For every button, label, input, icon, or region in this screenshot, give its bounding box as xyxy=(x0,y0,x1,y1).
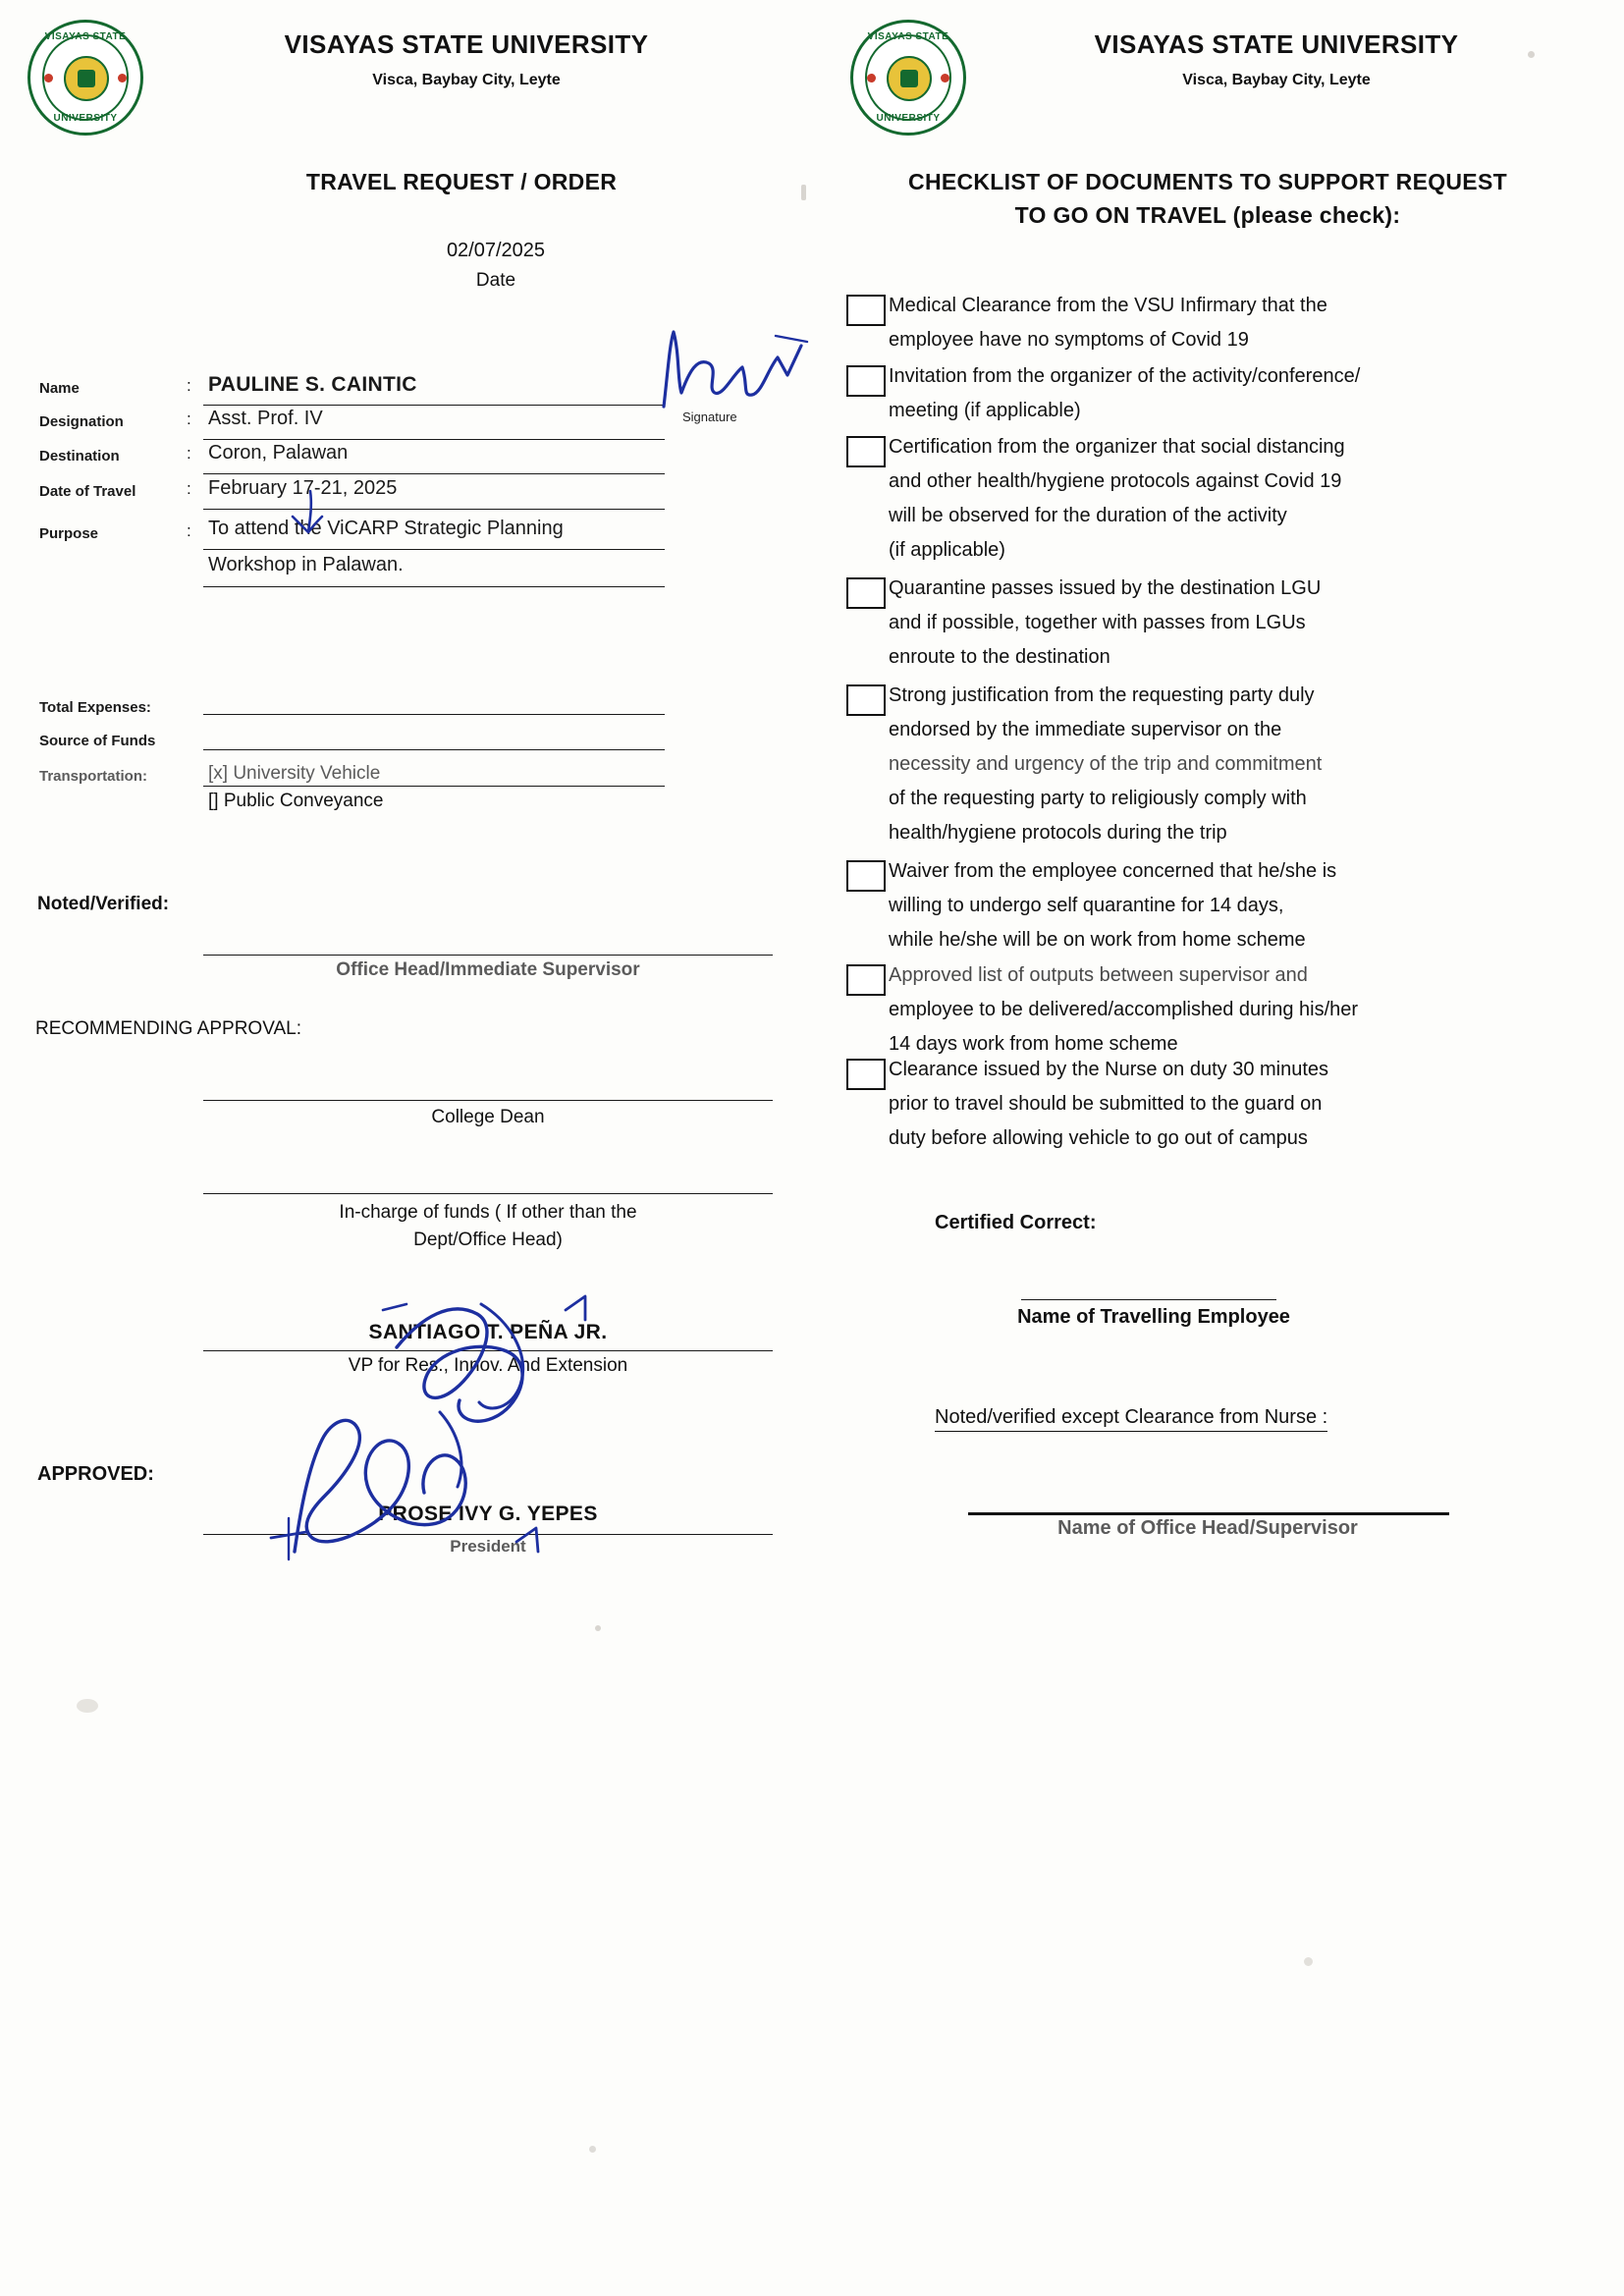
checkbox-medical-clearance[interactable] xyxy=(846,295,886,326)
university-seal-right xyxy=(850,20,966,136)
checklist-item-5-line-5: health/hygiene protocols during the trip xyxy=(889,822,1227,844)
scan-speck-2 xyxy=(801,185,806,200)
field-value-date-of-travel: February 17-21, 2025 xyxy=(208,477,398,499)
caption-incharge-funds-line1: In-charge of funds ( If other than the xyxy=(339,1202,637,1223)
scan-speck-3 xyxy=(77,1699,98,1713)
label-recommending-approval: RECOMMENDING APPROVAL: xyxy=(35,1018,301,1039)
field-value-purpose: To attend the ViCARP Strategic Planning xyxy=(208,518,564,539)
university-address-left: Visca, Baybay City, Leyte xyxy=(372,72,561,88)
university-name-right: VISAYAS STATE UNIVERSITY xyxy=(1094,29,1459,59)
caption-incharge-funds-line2: Dept/Office Head) xyxy=(413,1230,563,1250)
scan-speck-5 xyxy=(1304,1957,1313,1966)
checkbox-certification-social-distancing[interactable] xyxy=(846,436,886,467)
checklist-item-7-line-2: employee to be delivered/accomplished during his/her xyxy=(889,999,1359,1020)
checklist-item-4-line-1: Quarantine passes issued by the destination LGU xyxy=(889,577,1322,599)
checklist-item-7-line-3: 14 days work from home scheme xyxy=(889,1033,1178,1055)
checklist-item-3-line-1: Certification from the organizer that social distancing xyxy=(889,436,1345,458)
checklist-item-6-line-1: Waiver from the employee concerned that he/she is xyxy=(889,860,1337,882)
rule-source-of-funds xyxy=(203,749,665,750)
university-seal-left xyxy=(27,20,143,136)
field-colon-date-of-travel: : xyxy=(187,479,191,498)
caption-president: President xyxy=(450,1537,526,1556)
university-name-left: VISAYAS STATE UNIVERSITY xyxy=(284,29,649,59)
rule-name xyxy=(203,405,665,406)
field-label-designation: Designation xyxy=(39,413,124,430)
label-total-expenses: Total Expenses: xyxy=(39,699,151,716)
rule-travelling-employee xyxy=(1021,1299,1276,1300)
field-value-name: PAULINE S. CAINTIC xyxy=(208,373,417,396)
label-source-of-funds: Source of Funds xyxy=(39,733,156,749)
checklist-item-7-line-1: Approved list of outputs between supervisor and xyxy=(889,964,1308,986)
checklist-item-3-line-3: will be observed for the duration of the activity xyxy=(889,505,1287,526)
checkbox-quarantine-passes[interactable] xyxy=(846,577,886,609)
field-label-name: Name xyxy=(39,380,80,397)
rule-purpose-1 xyxy=(203,549,665,550)
transportation-option-university-vehicle[interactable]: [x] University Vehicle xyxy=(208,763,381,784)
checklist-item-4-line-2: and if possible, together with passes from LGUs xyxy=(889,612,1306,633)
rule-total-expenses xyxy=(203,714,665,715)
checklist-item-3-line-4: (if applicable) xyxy=(889,539,1005,561)
label-certified-correct: Certified Correct: xyxy=(935,1212,1097,1233)
caption-college-dean: College Dean xyxy=(431,1107,545,1127)
label-noted-verified: Noted/Verified: xyxy=(37,894,170,914)
seal-top-text-right: VISAYAS STATE xyxy=(867,31,949,42)
checklist-item-6-line-2: willing to undergo self quarantine for 14 days, xyxy=(889,895,1284,916)
checklist-item-1-line-1: Medical Clearance from the VSU Infirmary that the xyxy=(889,295,1327,316)
field-colon-name: : xyxy=(187,376,191,395)
caption-office-head-supervisor: Name of Office Head/Supervisor xyxy=(1057,1517,1358,1539)
label-approved: APPROVED: xyxy=(37,1463,154,1485)
field-colon-purpose: : xyxy=(187,521,191,540)
field-value-destination: Coron, Palawan xyxy=(208,442,349,464)
rule-date-of-travel xyxy=(203,509,665,510)
checklist-title-line2: TO GO ON TRAVEL (please check): xyxy=(1014,202,1401,228)
rule-transportation xyxy=(203,786,665,787)
seal-dot-right-right xyxy=(941,74,949,82)
label-transportation: Transportation: xyxy=(39,768,148,785)
scan-speck-6 xyxy=(589,2146,596,2153)
checklist-item-5-line-2: endorsed by the immediate supervisor on the xyxy=(889,719,1282,740)
checklist-item-5-line-4: of the requesting party to religiously comply with xyxy=(889,788,1307,809)
form-title: TRAVEL REQUEST / ORDER xyxy=(305,169,618,194)
checkbox-waiver-self-quarantine[interactable] xyxy=(846,860,886,892)
signature-caption: Signature xyxy=(682,410,737,424)
checklist-item-8-line-2: prior to travel should be submitted to the guard on xyxy=(889,1093,1323,1115)
field-value-designation: Asst. Prof. IV xyxy=(208,408,323,429)
checklist-item-3-line-2: and other health/hygiene protocols against Covid 19 xyxy=(889,470,1342,492)
seal-dot-left xyxy=(44,74,53,82)
rule-destination xyxy=(203,473,665,474)
transportation-option-public-conveyance[interactable]: [] Public Conveyance xyxy=(208,791,384,811)
checklist-item-6-line-3: while he/she will be on work from home scheme xyxy=(889,929,1306,951)
checklist-item-5-line-1: Strong justification from the requesting party duly xyxy=(889,684,1315,706)
handwritten-signature-requestor xyxy=(658,324,815,417)
checklist-item-8-line-3: duty before allowing vehicle to go out of campus xyxy=(889,1127,1308,1149)
field-colon-destination: : xyxy=(187,444,191,463)
checkbox-approved-list-of-outputs[interactable] xyxy=(846,964,886,996)
checklist-title-line1: CHECKLIST OF DOCUMENTS TO SUPPORT REQUEST xyxy=(908,169,1507,194)
checklist-item-1-line-2: employee have no symptoms of Covid 19 xyxy=(889,329,1249,351)
seal-core xyxy=(64,56,109,101)
seal-bottom-text-right: UNIVERSITY xyxy=(876,113,941,124)
date-label: Date xyxy=(475,270,516,291)
rule-incharge-funds xyxy=(203,1193,773,1194)
rule-president-signature xyxy=(203,1534,773,1535)
scan-speck-1 xyxy=(1528,51,1535,58)
seal-dot-left-right xyxy=(867,74,876,82)
seal-core-right xyxy=(887,56,932,101)
checkbox-strong-justification[interactable] xyxy=(846,684,886,716)
rule-office-head xyxy=(203,955,773,956)
rule-vp-signature xyxy=(203,1350,773,1351)
university-address-right: Visca, Baybay City, Leyte xyxy=(1182,72,1371,88)
rule-purpose-2 xyxy=(203,586,665,587)
caption-vp-res-innov-extension: VP for Res., Innov. And Extension xyxy=(348,1355,628,1376)
field-value-purpose-line2: Workshop in Palawan. xyxy=(208,554,404,575)
checklist-item-5-line-3: necessity and urgency of the trip and commitment xyxy=(889,753,1323,775)
checkbox-nurse-clearance[interactable] xyxy=(846,1059,886,1090)
caption-office-head: Office Head/Immediate Supervisor xyxy=(336,959,640,980)
date-value: 02/07/2025 xyxy=(446,240,546,261)
checklist-item-4-line-3: enroute to the destination xyxy=(889,646,1110,668)
checklist-item-8-line-1: Clearance issued by the Nurse on duty 30 minutes xyxy=(889,1059,1329,1080)
field-label-destination: Destination xyxy=(39,448,120,465)
rule-college-dean xyxy=(203,1100,773,1101)
checklist-item-2-line-2: meeting (if applicable) xyxy=(889,400,1081,421)
caption-travelling-employee: Name of Travelling Employee xyxy=(1017,1306,1290,1328)
field-label-purpose: Purpose xyxy=(39,525,99,542)
rule-designation xyxy=(203,439,665,440)
rule-office-head-supervisor xyxy=(968,1512,1449,1515)
label-noted-except-nurse: Noted/verified except Clearance from Nurse : xyxy=(935,1406,1327,1432)
seal-dot-right xyxy=(118,74,127,82)
name-vp-res-innov-extension: SANTIAGO T. PEÑA JR. xyxy=(368,1321,608,1343)
name-president: PROSE IVY G. YEPES xyxy=(378,1503,598,1525)
scan-speck-4 xyxy=(595,1625,601,1631)
seal-bottom-text: UNIVERSITY xyxy=(53,113,118,124)
field-label-date-of-travel: Date of Travel xyxy=(39,483,136,500)
seal-top-text: VISAYAS STATE xyxy=(44,31,127,42)
checklist-item-2-line-1: Invitation from the organizer of the activity/conference/ xyxy=(889,365,1361,387)
field-colon-designation: : xyxy=(187,410,191,428)
checkbox-invitation[interactable] xyxy=(846,365,886,397)
